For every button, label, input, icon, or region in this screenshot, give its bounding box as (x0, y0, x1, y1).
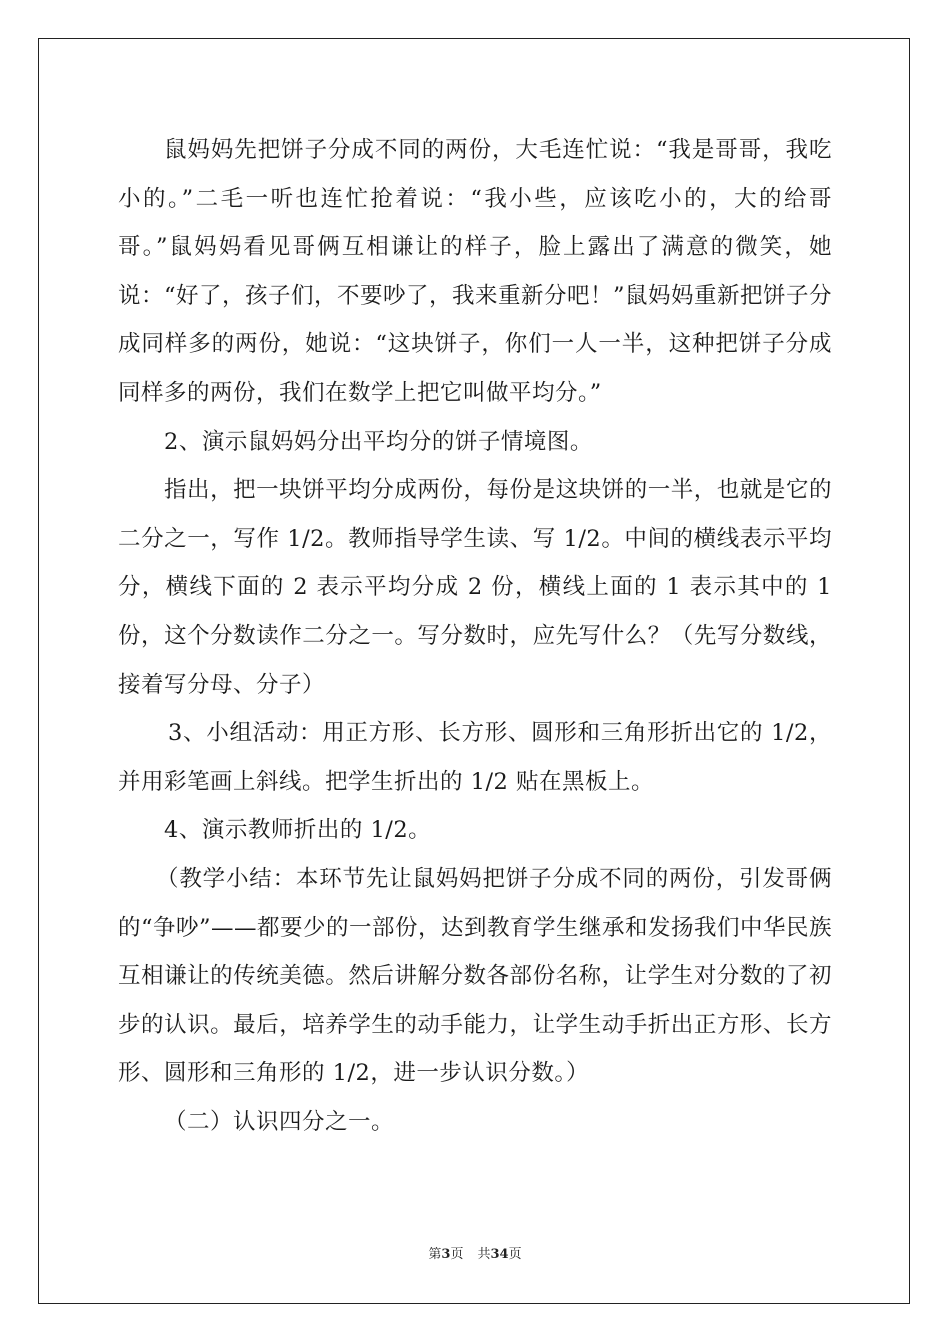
paragraph-step-3: 3、小组活动：用正方形、长方形、圆形和三角形折出它的 1/2，并用彩笔画上斜线。把学生折出的 1/2 贴在黑板上。 (118, 720, 832, 795)
document-body (118, 126, 832, 1146)
page-suffix: 页 (450, 1247, 464, 1262)
section-heading: （二）认识四分之一。 (164, 1108, 395, 1135)
total-pages: 34 (490, 1247, 509, 1262)
total-suffix: 页 (508, 1247, 522, 1262)
paragraph-summary: （教学小结：本环节先让鼠妈妈把饼子分成不同的两份，引发哥俩的“争吵”——都要少的一部份，达到教育学生继承和发扬我们中华民族互相谦让的传统美德。然后讲解分数各部份名称，让学生对分数的了初步的认识。最后，培养学生的动手能力，让学生动手折出正方形、长方形、圆形和三角形的 1/2，进一步认识分数。） (118, 865, 833, 1087)
paragraph-step-2: 2、演示鼠妈妈分出平均分的饼子情境图。 (164, 428, 593, 455)
total-prefix: 共 (477, 1247, 491, 1262)
page-number: 3 (441, 1247, 451, 1262)
paragraph-story: 鼠妈妈先把饼子分成不同的两份，大毛连忙说：“我是哥哥，我吃小的。”二毛一听也连忙抢着说：“我小些，应该吃小的，大的给哥哥。”鼠妈妈看见哥俩互相谦让的样子，脸上露出了满意的微笑，她说：“好了，孩子们，不要吵了，我来重新分吧！”鼠妈妈重新把饼子分成同样多的两份，她说：“这块饼子，你们一人一半，这种把饼子分成同样多的两份，我们在数学上把它叫做平均分。” (118, 137, 833, 406)
paragraph-explanation: 指出，把一块饼平均分成两份，每份是这块饼的一半，也就是它的二分之一，写作 1/2。教师指导学生读、写 1/2。中间的横线表示平均分，横线下面的 2 表示平均分成 2 份，横线上面的 1 表示其中的 1 份，这个分数读作二分之一。写分数时，应先写什么？（先写分数线，接着写分母、分子） (118, 477, 832, 698)
paragraph-step-4: 4、演示教师折出的 1/2。 (164, 817, 432, 844)
page-prefix: 第 (428, 1247, 442, 1262)
page-footer (0, 1243, 950, 1262)
